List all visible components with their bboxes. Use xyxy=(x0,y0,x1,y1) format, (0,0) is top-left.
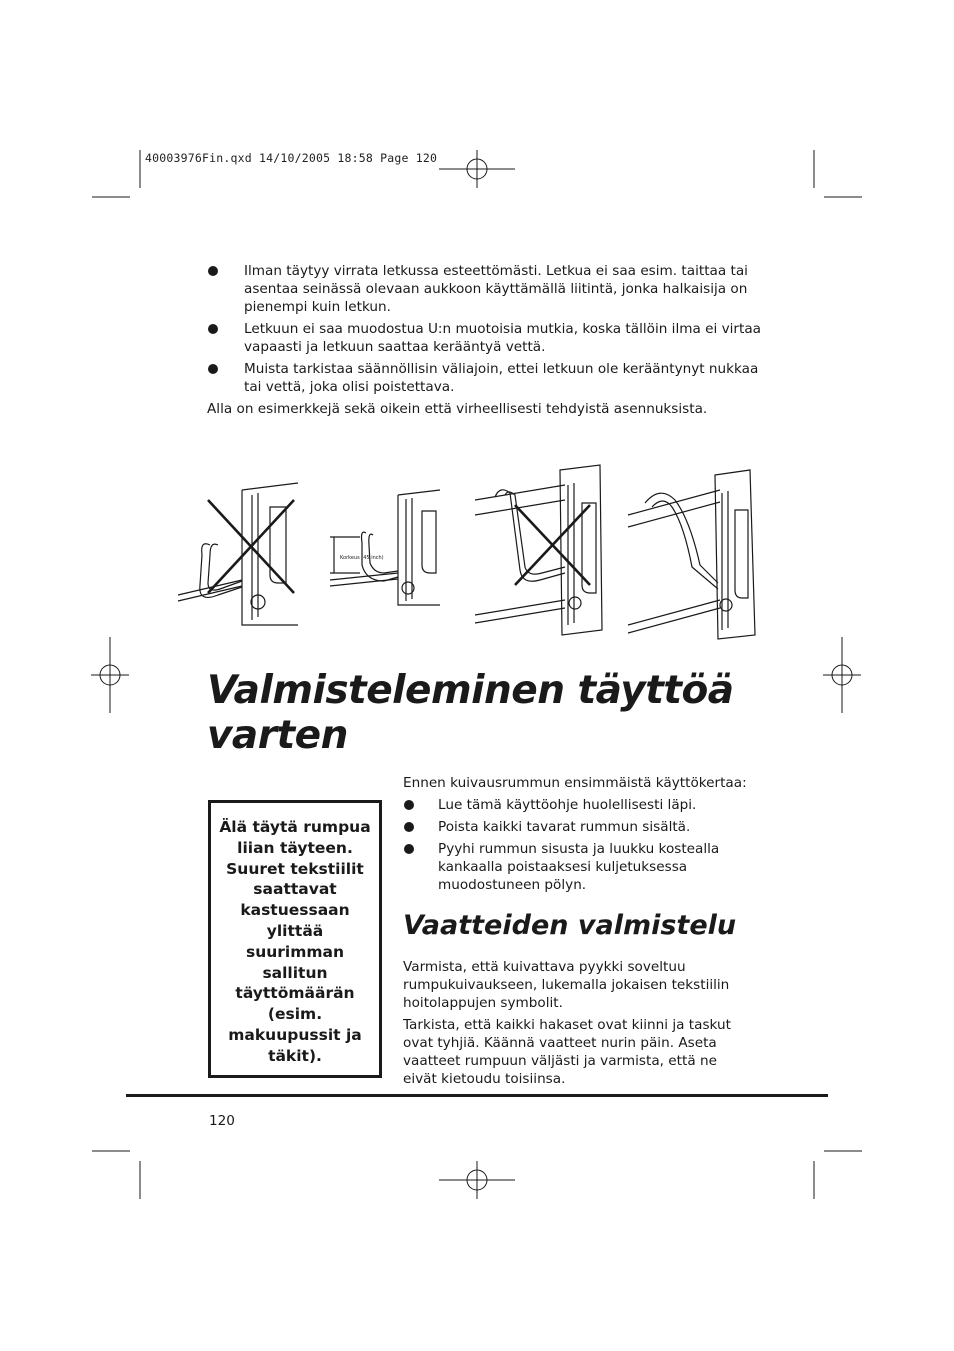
paragraph: Varmista, että kuivattava pyykki soveltuu rumpukuivaukseen, lukemalla jokaisen tekstiilin hoitolappujen symbolit. xyxy=(403,959,730,1011)
registration-mark-right xyxy=(823,637,861,713)
warning-text: Älä täytä rumpua liian täyteen. Suuret tekstiilit saattavat kastuessaan ylittää suurimman sallitun täyttömäärän (esim. makuupussit ja täkit). xyxy=(219,818,371,1065)
first-use-intro: Ennen kuivausrummun ensimmäistä käyttökertaa: xyxy=(403,775,747,791)
bullet-item: Muista tarkistaa säännöllisin väliajoin, ettei letkuun ole kerääntynyt nukkaa tai vettä, joka olisi poistettava. xyxy=(207,360,767,396)
bullet-icon xyxy=(404,800,414,810)
hose-instructions xyxy=(207,262,767,418)
bullet-item: Lue tämä käyttöohje huolellisesti läpi. xyxy=(403,796,763,814)
first-use-section xyxy=(403,774,763,898)
figure-correct-straight-hose xyxy=(628,470,755,639)
bullet-icon xyxy=(404,844,414,854)
installation-illustrations xyxy=(170,455,770,645)
bullet-item: Ilman täytyy virrata letkussa esteettömästi. Letkua ei saa esim. taittaa tai asentaa seinässä olevaan aukkoon käyttämällä liitintä, jonka halkaisija on pienempi kuin letkun. xyxy=(207,262,767,316)
clothes-preparation-text xyxy=(403,958,753,1092)
registration-mark-bottom xyxy=(439,1161,515,1199)
bullet-item: Pyyhi rummun sisusta ja luukku kostealla kankaalla poistaaksesi kuljetuksessa muodostuneen pölyn. xyxy=(403,840,763,894)
bullet-item: Letkuun ei saa muodostua U:n muotoisia mutkia, koska tällöin ilma ei virtaa vapaasti ja letkuun saattaa kerääntyä vettä. xyxy=(207,320,767,356)
paragraph: Tarkista, että kaikki hakaset ovat kiinni ja taskut ovat tyhjiä. Käännä vaatteet nurin päin. Aseta vaatteet rumpuun väljästi ja varmista, että ne eivät kietoudu toisiinsa. xyxy=(403,1017,731,1087)
bullet-icon xyxy=(208,266,218,276)
section-title: Valmisteleminen täyttöä varten xyxy=(207,668,734,758)
registration-mark-left xyxy=(91,637,129,713)
figure-wrong-kinked-hose xyxy=(178,483,298,625)
print-slug: 40003976Fin.qxd 14/10/2005 18:58 Page 120 xyxy=(145,151,438,165)
figure-correct-height xyxy=(330,490,440,605)
bullet-icon xyxy=(404,822,414,832)
page-number: 120 xyxy=(209,1113,235,1129)
subheading: Vaatteiden valmistelu xyxy=(403,910,737,941)
footer-rule xyxy=(126,1094,828,1097)
figure-wrong-u-bend xyxy=(475,465,602,635)
examples-intro: Alla on esimerkkejä sekä oikein että virheellisesti tehdyistä asennuksista. xyxy=(207,401,708,417)
warning-box xyxy=(208,800,382,1078)
bullet-icon xyxy=(208,364,218,374)
figure-height-label: Korkeus (45 inch) xyxy=(340,555,384,561)
bullet-item: Poista kaikki tavarat rummun sisältä. xyxy=(403,818,763,836)
registration-mark-top xyxy=(439,150,515,188)
bullet-icon xyxy=(208,324,218,334)
